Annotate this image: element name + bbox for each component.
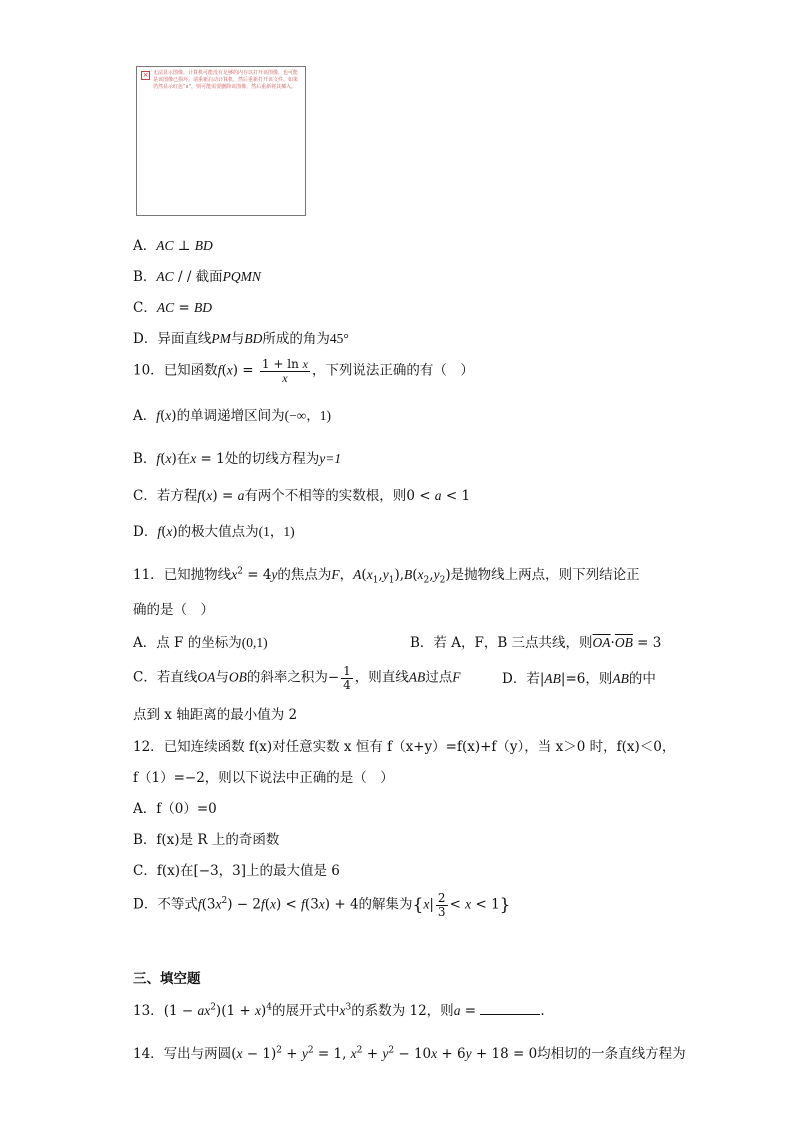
broken-image-placeholder (136, 66, 306, 216)
answer-blank[interactable] (480, 1002, 540, 1015)
q10-option-d: D．f(x)的极大值点为(1，1) (133, 524, 295, 540)
q11-option-c: C．若直线OA与OB的斜率之积为− $\frac{1}{4}$ ，则直线AB过点F (133, 664, 461, 692)
broken-image-icon: × (142, 71, 149, 79)
q11-stem-cont: 确的是（ ） (133, 602, 214, 618)
q13: 13．$(1 - ax^2)(1 + x)^4$的展开式中$x^3$的系数为 12，则a = . (133, 1002, 545, 1019)
q10-stem: 10．已知函数f(x) = $\frac{\text{1 + ln x}}{x}$ ，下列说法正确的有（ ） (133, 357, 474, 385)
q10-option-c: C．若方程f(x) = a有两个不相等的实数根，则0 < a < 1 (133, 488, 471, 504)
q11-option-d-cont: 点到 x 轴距离的最小值为 2 (133, 707, 298, 723)
q11-option-d: D．若|AB|=6，则AB的中 (502, 671, 656, 687)
broken-image-message: 无法显示图像。计算机可能没有足够的内存以打开该图像，也可能是该图像已损坏。请重新启动计算机，然后重新打开该文件。如果仍然显示红色“x”，则可能需要删除该图像，然后重新将其插入。 (153, 70, 299, 90)
section-title: 三、填空题 (133, 971, 201, 987)
q12-stem-cont: f（1）=−2，则以下说法中正确的是（ ） (133, 770, 394, 786)
fraction: $\frac{\text{1 + ln x}}{x}$ (261, 357, 308, 385)
q10-option-b: B．f(x)在x = 1处的切线方程为y=1 (133, 451, 342, 467)
q14: 14．写出与两圆$(x - 1)^2 + y^2 = 1$, $x^2 + y^2 - 10x + 6y + 18 = 0$均相切的一条直线方程为 (133, 1045, 686, 1062)
q9-option-c: C．AC = BD (133, 300, 213, 316)
q12-option-a: A．f（0）=0 (133, 801, 217, 817)
q10-option-a: A．f(x)的单调递增区间为(−∞，1) (133, 408, 332, 424)
q12-stem: 12．已知连续函数 f(x)对任意实数 x 恒有 f（x+y）=f(x)+f（y），当 x＞0 时，f(x)＜0， (133, 739, 676, 755)
q12-option-c: C．f(x)在[−3，3]上的最大值是 6 (133, 863, 340, 879)
q11-stem: 11．已知抛物线$x^2 = 4y$的焦点为F，$A(x_1,y_1),B(x_2,y_2)$是抛物线上两点，则下列结论正 (133, 566, 640, 586)
q11-option-b: B．若 A，F，B 三点共线，则$\overline{OA}\cdot\overline{OB} = 3$ (410, 635, 662, 651)
fraction: $\frac{1}{4}$ (343, 664, 351, 692)
q12-option-b: B．f(x)是 R 上的奇函数 (133, 832, 280, 848)
q11-option-a: A．点 F 的坐标为(0,1) (133, 635, 268, 651)
q9-option-d: D．异面直线PM与BD所成的角为45° (133, 331, 349, 347)
q12-option-d: D．不等式$f(3x^2) - 2f(x) < f(3x) + 4$的解集为{x| $\frac{2}{3}$ < x < 1} (133, 891, 511, 919)
q9-option-b: B．AC / / 截面PQMN (133, 269, 261, 285)
q9-option-a: A．AC ⊥ BD (133, 238, 213, 254)
fraction: $\frac{2}{3}$ (437, 891, 446, 919)
